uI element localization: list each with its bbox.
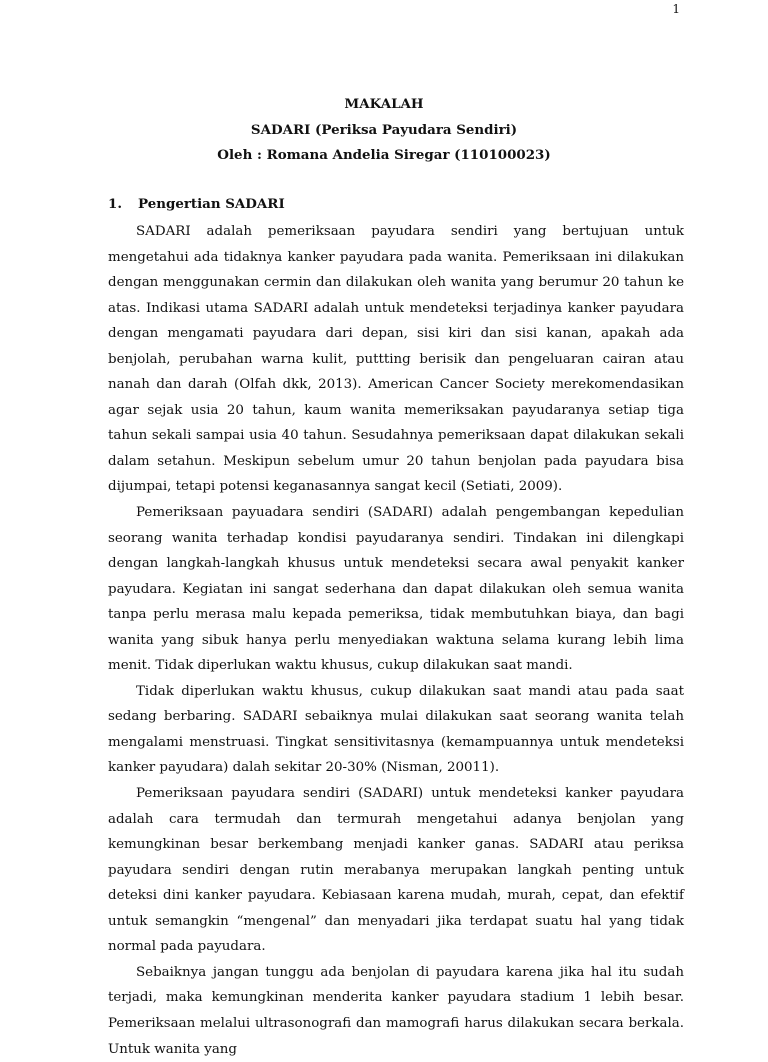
body-text — [108, 219, 684, 1062]
paragraph-2: Pemeriksaan payuadara sendiri (SADARI) adalah pengembangan kepedulian seorang wanita terhadap kondisi payudaranya sendiri. Tindakan ini dilengkapi dengan langkah-langkah khusus untuk mendeteksi secara awal penyakit kanker payudara. Kegiatan ini sangat sederhana dan dapat dilakukan oleh semua wanita tanpa perlu merasa malu kepada pemeriksa, tidak membutuhkan biaya, dan bagi wanita yang sibuk hanya perlu menyediakan waktuna selama kurang lebih lima menit. Tidak diperlukan waktu khusus, cukup dilakukan saat mandi. — [108, 505, 684, 674]
author-line: Oleh : Romana Andelia Siregar (110100023) — [217, 147, 551, 163]
paragraph-5: Sebaiknya jangan tunggu ada benjolan di payudara karena jika hal itu sudah terjadi, maka kemungkinan menderita kanker payudara stadium 1 lebih besar. Pemeriksaan melalui ultrasonografi dan mamografi harus dilakukan secara berkala. Untuk wanita yang — [108, 964, 684, 1057]
paragraph-3: Tidak diperlukan waktu khusus, cukup dilakukan saat mandi atau pada saat sedang berbaring. SADARI sebaiknya mulai dilakukan saat seorang wanita telah mengalami menstruasi. Tingkat sensitivitasnya (kemampuannya untuk mendeteksi kanker payudara) dalah sekitar 20-30% (Nisman, 20011). — [108, 683, 684, 776]
page-number: 1 — [672, 2, 680, 16]
document-header — [0, 92, 768, 169]
section-heading — [108, 196, 285, 212]
section-number: 1. — [108, 196, 122, 212]
document-subject-title: SADARI (Periksa Payudara Sendiri) — [250, 121, 518, 138]
paragraph-1: SADARI adalah pemeriksaan payudara sendiri yang bertujuan untuk mengetahui ada tidaknya kanker payudara pada wanita. Pemeriksaan ini dilakukan dengan menggunakan cermin dan dilakukan oleh wanita yang berumur 20 tahun ke atas. Indikasi utama SADARI adalah untuk mendeteksi terjadinya kanker payudara dengan mengamati payudara dari depan, sisi kiri dan sisi kanan, apakah ada benjolah, perubahan warna kulit, puttting berisik dan pengeluaran cairan atau nanah dan darah (Olfah dkk, 2013). American Cancer Society merekomendasikan agar sejak usia 20 tahun, kaum wanita memeriksakan payudaranya setiap tiga tahun sekali sampai usia 40 tahun. Sesudahnya pemeriksaan dapat dilakukan sekali dalam setahun. Meskipun sebelum umur 20 tahun benjolan pada payudara bisa dijumpai, tetapi potensi keganasannya sangat kecil (Setiati, 2009). — [108, 224, 684, 495]
section-title: Pengertian SADARI — [138, 196, 285, 212]
document-type-title: MAKALAH — [344, 96, 424, 112]
paragraph-4: Pemeriksaan payudara sendiri (SADARI) untuk mendeteksi kanker payudara adalah cara termudah dan termurah mengetahui adanya benjolan yang kemungkinan besar berkembang menjadi kanker ganas. SADARI atau periksa payudara sendiri dengan rutin merabanya merupakan langkah penting untuk deteksi dini kanker payudara. Kebiasaan karena mudah, murah, cepat, dan efektif untuk semangkin “mengenal” dan menyadari jika terdapat suatu hal yang tidak normal pada payudara. — [108, 786, 684, 955]
